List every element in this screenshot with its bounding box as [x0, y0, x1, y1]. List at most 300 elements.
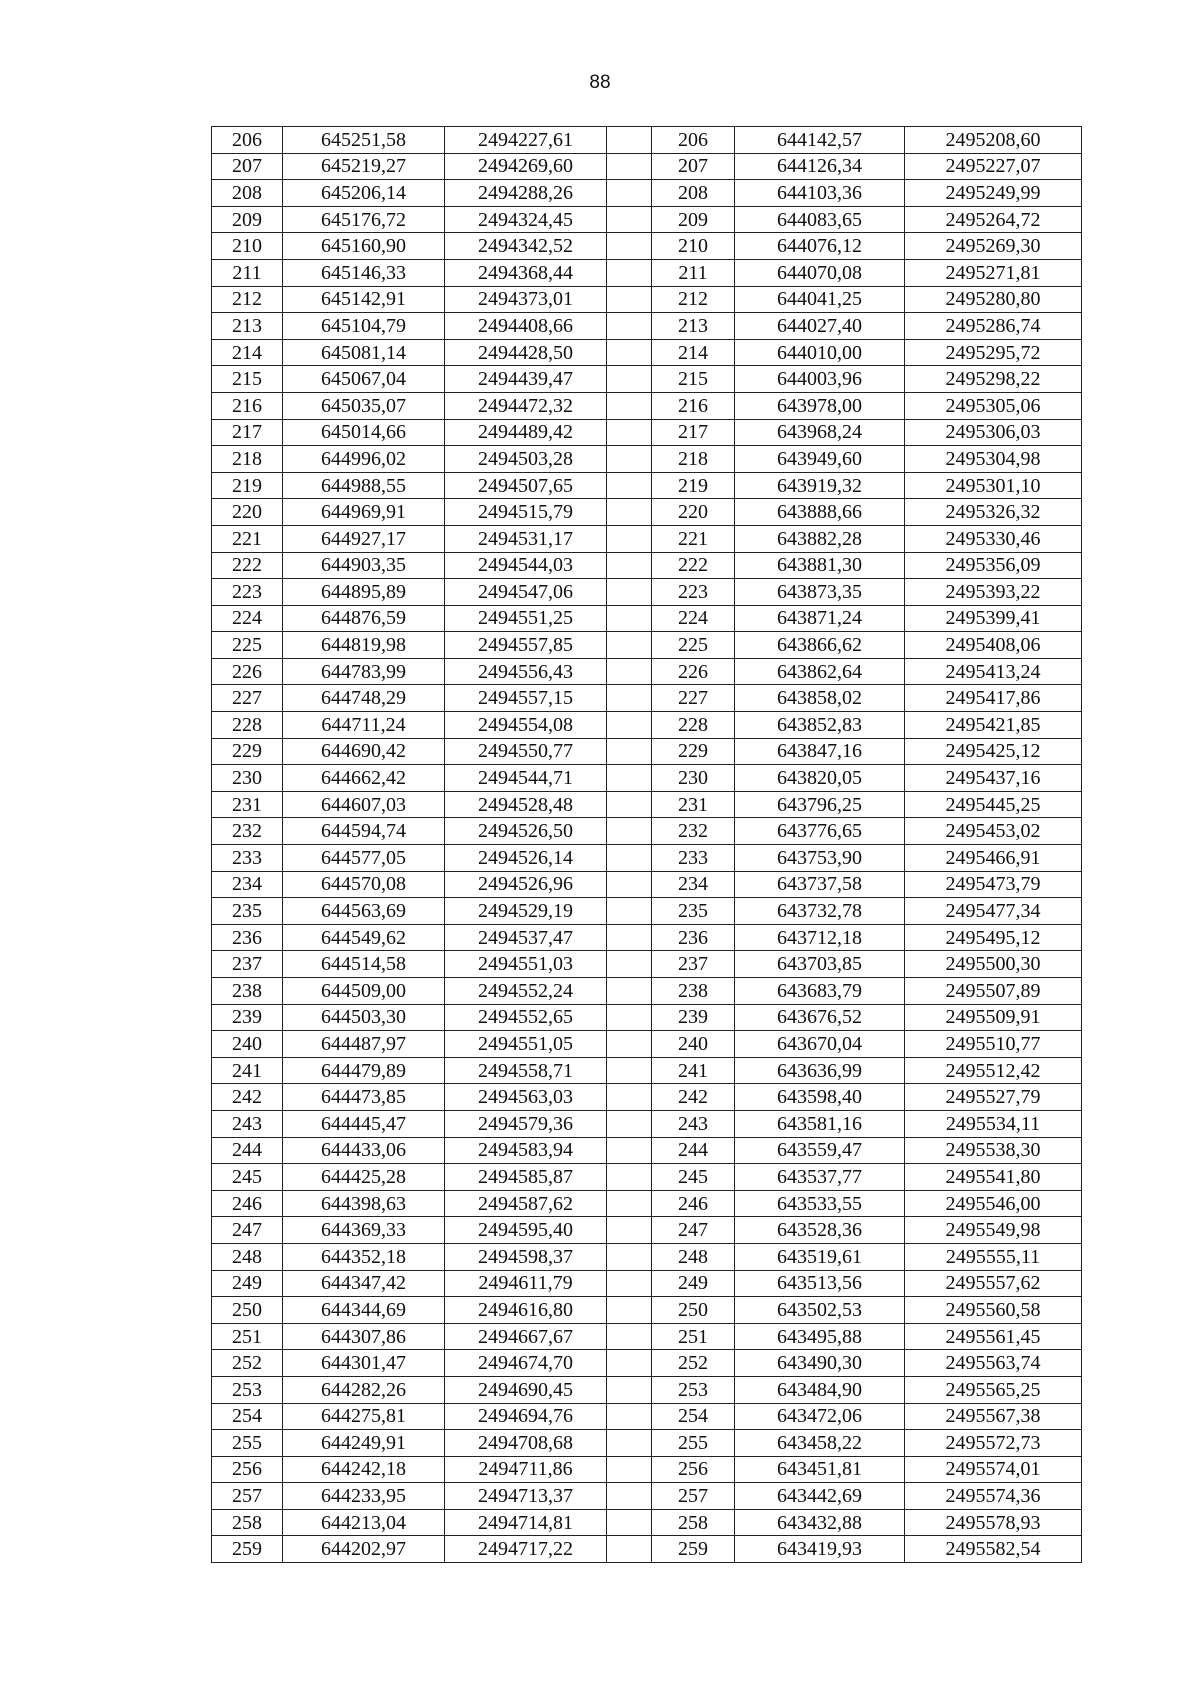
y-coordinate: 2494342,52	[445, 233, 607, 260]
spacer-cell	[607, 605, 652, 632]
y-coordinate: 2494489,42	[445, 419, 607, 446]
x-coordinate: 643513,56	[735, 1270, 905, 1297]
point-number: 216	[212, 392, 283, 419]
point-number: 235	[652, 898, 735, 925]
spacer-cell	[607, 499, 652, 526]
y-coordinate: 2494563,03	[445, 1084, 607, 1111]
x-coordinate: 644594,74	[283, 818, 445, 845]
spacer-cell	[607, 1483, 652, 1510]
y-coordinate: 2494528,48	[445, 791, 607, 818]
table-row	[212, 472, 1082, 499]
point-number: 206	[652, 127, 735, 154]
y-coordinate: 2495453,02	[905, 818, 1082, 845]
point-number: 227	[652, 685, 735, 712]
point-number: 222	[652, 552, 735, 579]
spacer-cell	[607, 1243, 652, 1270]
table-row	[212, 446, 1082, 473]
table-row	[212, 791, 1082, 818]
y-coordinate: 2494674,70	[445, 1350, 607, 1377]
point-number: 211	[212, 259, 283, 286]
spacer-cell	[607, 685, 652, 712]
x-coordinate: 644398,63	[283, 1190, 445, 1217]
x-coordinate: 643732,78	[735, 898, 905, 925]
spacer-cell	[607, 1057, 652, 1084]
y-coordinate: 2495567,38	[905, 1403, 1082, 1430]
y-coordinate: 2494587,62	[445, 1190, 607, 1217]
x-coordinate: 643528,36	[735, 1217, 905, 1244]
table-row	[212, 1217, 1082, 1244]
x-coordinate: 643776,65	[735, 818, 905, 845]
y-coordinate: 2495555,11	[905, 1243, 1082, 1270]
table-row	[212, 1403, 1082, 1430]
table-row	[212, 845, 1082, 872]
spacer-cell	[607, 446, 652, 473]
table-row	[212, 632, 1082, 659]
spacer-cell	[607, 339, 652, 366]
point-number: 237	[212, 951, 283, 978]
table-row	[212, 127, 1082, 154]
x-coordinate: 644662,42	[283, 765, 445, 792]
spacer-cell	[607, 1536, 652, 1563]
table-row	[212, 1190, 1082, 1217]
table-row	[212, 1110, 1082, 1137]
y-coordinate: 2494551,25	[445, 605, 607, 632]
table-row	[212, 180, 1082, 207]
table-row	[212, 1031, 1082, 1058]
x-coordinate: 644988,55	[283, 472, 445, 499]
x-coordinate: 643978,00	[735, 392, 905, 419]
x-coordinate: 643559,47	[735, 1137, 905, 1164]
y-coordinate: 2495495,12	[905, 924, 1082, 951]
x-coordinate: 645035,07	[283, 392, 445, 419]
table-row	[212, 1350, 1082, 1377]
y-coordinate: 2495541,80	[905, 1164, 1082, 1191]
x-coordinate: 644690,42	[283, 738, 445, 765]
point-number: 230	[652, 765, 735, 792]
table-row	[212, 579, 1082, 606]
table-row	[212, 1164, 1082, 1191]
spacer-cell	[607, 153, 652, 180]
spacer-cell	[607, 579, 652, 606]
x-coordinate: 644903,35	[283, 552, 445, 579]
y-coordinate: 2495330,46	[905, 525, 1082, 552]
point-number: 229	[652, 738, 735, 765]
point-number: 226	[212, 658, 283, 685]
x-coordinate: 643598,40	[735, 1084, 905, 1111]
spacer-cell	[607, 525, 652, 552]
x-coordinate: 643796,25	[735, 791, 905, 818]
x-coordinate: 643676,52	[735, 1004, 905, 1031]
x-coordinate: 643502,53	[735, 1297, 905, 1324]
spacer-cell	[607, 1084, 652, 1111]
table-row	[212, 1536, 1082, 1563]
x-coordinate: 643888,66	[735, 499, 905, 526]
y-coordinate: 2494554,08	[445, 712, 607, 739]
point-number: 216	[652, 392, 735, 419]
x-coordinate: 645251,58	[283, 127, 445, 154]
table-row	[212, 1270, 1082, 1297]
table-row	[212, 1430, 1082, 1457]
x-coordinate: 643949,60	[735, 446, 905, 473]
x-coordinate: 644487,97	[283, 1031, 445, 1058]
y-coordinate: 2495269,30	[905, 233, 1082, 260]
spacer-cell	[607, 127, 652, 154]
point-number: 224	[652, 605, 735, 632]
point-number: 228	[652, 712, 735, 739]
y-coordinate: 2494288,26	[445, 180, 607, 207]
point-number: 253	[652, 1376, 735, 1403]
y-coordinate: 2495421,85	[905, 712, 1082, 739]
y-coordinate: 2495534,11	[905, 1110, 1082, 1137]
point-number: 215	[212, 366, 283, 393]
point-number: 259	[212, 1536, 283, 1563]
spacer-cell	[607, 1430, 652, 1457]
y-coordinate: 2495500,30	[905, 951, 1082, 978]
spacer-cell	[607, 818, 652, 845]
x-coordinate: 643703,85	[735, 951, 905, 978]
point-number: 244	[652, 1137, 735, 1164]
point-number: 255	[212, 1430, 283, 1457]
point-number: 248	[652, 1243, 735, 1270]
y-coordinate: 2494529,19	[445, 898, 607, 925]
table-row	[212, 738, 1082, 765]
y-coordinate: 2495305,06	[905, 392, 1082, 419]
table-row	[212, 1004, 1082, 1031]
y-coordinate: 2494408,66	[445, 313, 607, 340]
y-coordinate: 2495582,54	[905, 1536, 1082, 1563]
x-coordinate: 644445,47	[283, 1110, 445, 1137]
y-coordinate: 2494708,68	[445, 1430, 607, 1457]
y-coordinate: 2495393,22	[905, 579, 1082, 606]
y-coordinate: 2494557,85	[445, 632, 607, 659]
spacer-cell	[607, 1297, 652, 1324]
y-coordinate: 2495560,58	[905, 1297, 1082, 1324]
y-coordinate: 2495510,77	[905, 1031, 1082, 1058]
x-coordinate: 644473,85	[283, 1084, 445, 1111]
spacer-cell	[607, 1350, 652, 1377]
x-coordinate: 644748,29	[283, 685, 445, 712]
point-number: 219	[652, 472, 735, 499]
y-coordinate: 2494544,03	[445, 552, 607, 579]
x-coordinate: 643495,88	[735, 1323, 905, 1350]
x-coordinate: 644070,08	[735, 259, 905, 286]
x-coordinate: 644301,47	[283, 1350, 445, 1377]
point-number: 220	[652, 499, 735, 526]
point-number: 208	[212, 180, 283, 207]
point-number: 250	[652, 1297, 735, 1324]
table-row	[212, 153, 1082, 180]
table-row	[212, 818, 1082, 845]
x-coordinate: 643670,04	[735, 1031, 905, 1058]
x-coordinate: 644433,06	[283, 1137, 445, 1164]
y-coordinate: 2494324,45	[445, 206, 607, 233]
x-coordinate: 644076,12	[735, 233, 905, 260]
spacer-cell	[607, 1137, 652, 1164]
point-number: 259	[652, 1536, 735, 1563]
x-coordinate: 643451,81	[735, 1456, 905, 1483]
page-number: 88	[589, 72, 611, 93]
y-coordinate: 2495572,73	[905, 1430, 1082, 1457]
point-number: 218	[652, 446, 735, 473]
table-row	[212, 1057, 1082, 1084]
point-number: 212	[652, 286, 735, 313]
table-row	[212, 924, 1082, 951]
spacer-cell	[607, 924, 652, 951]
spacer-cell	[607, 233, 652, 260]
y-coordinate: 2494269,60	[445, 153, 607, 180]
x-coordinate: 644509,00	[283, 978, 445, 1005]
x-coordinate: 644514,58	[283, 951, 445, 978]
table-row	[212, 765, 1082, 792]
x-coordinate: 643871,24	[735, 605, 905, 632]
x-coordinate: 643847,16	[735, 738, 905, 765]
x-coordinate: 645014,66	[283, 419, 445, 446]
y-coordinate: 2495306,03	[905, 419, 1082, 446]
table-row	[212, 712, 1082, 739]
x-coordinate: 644307,86	[283, 1323, 445, 1350]
point-number: 236	[212, 924, 283, 951]
point-number: 252	[652, 1350, 735, 1377]
y-coordinate: 2494711,86	[445, 1456, 607, 1483]
point-number: 223	[652, 579, 735, 606]
y-coordinate: 2495538,30	[905, 1137, 1082, 1164]
table-row	[212, 259, 1082, 286]
y-coordinate: 2495298,22	[905, 366, 1082, 393]
y-coordinate: 2494551,03	[445, 951, 607, 978]
coordinates-table-body	[212, 127, 1082, 1563]
x-coordinate: 643858,02	[735, 685, 905, 712]
spacer-cell	[607, 1004, 652, 1031]
x-coordinate: 644711,24	[283, 712, 445, 739]
point-number: 254	[652, 1403, 735, 1430]
spacer-cell	[607, 978, 652, 1005]
point-number: 211	[652, 259, 735, 286]
point-number: 250	[212, 1297, 283, 1324]
table-row	[212, 1376, 1082, 1403]
point-number: 237	[652, 951, 735, 978]
x-coordinate: 644347,42	[283, 1270, 445, 1297]
x-coordinate: 645206,14	[283, 180, 445, 207]
point-number: 248	[212, 1243, 283, 1270]
point-number: 228	[212, 712, 283, 739]
y-coordinate: 2494579,36	[445, 1110, 607, 1137]
x-coordinate: 644876,59	[283, 605, 445, 632]
x-coordinate: 644083,65	[735, 206, 905, 233]
y-coordinate: 2494557,15	[445, 685, 607, 712]
y-coordinate: 2494714,81	[445, 1509, 607, 1536]
table-row	[212, 605, 1082, 632]
table-row	[212, 1483, 1082, 1510]
x-coordinate: 644969,91	[283, 499, 445, 526]
y-coordinate: 2494611,79	[445, 1270, 607, 1297]
spacer-cell	[607, 738, 652, 765]
x-coordinate: 643519,61	[735, 1243, 905, 1270]
spacer-cell	[607, 845, 652, 872]
x-coordinate: 644275,81	[283, 1403, 445, 1430]
spacer-cell	[607, 1110, 652, 1137]
x-coordinate: 644103,36	[735, 180, 905, 207]
point-number: 209	[212, 206, 283, 233]
y-coordinate: 2494526,50	[445, 818, 607, 845]
y-coordinate: 2495249,99	[905, 180, 1082, 207]
point-number: 258	[212, 1509, 283, 1536]
point-number: 241	[212, 1057, 283, 1084]
spacer-cell	[607, 259, 652, 286]
y-coordinate: 2495561,45	[905, 1323, 1082, 1350]
x-coordinate: 644577,05	[283, 845, 445, 872]
y-coordinate: 2494526,14	[445, 845, 607, 872]
y-coordinate: 2495425,12	[905, 738, 1082, 765]
x-coordinate: 644003,96	[735, 366, 905, 393]
point-number: 241	[652, 1057, 735, 1084]
y-coordinate: 2494368,44	[445, 259, 607, 286]
point-number: 236	[652, 924, 735, 951]
spacer-cell	[607, 1376, 652, 1403]
table-row	[212, 233, 1082, 260]
spacer-cell	[607, 632, 652, 659]
spacer-cell	[607, 180, 652, 207]
y-coordinate: 2494503,28	[445, 446, 607, 473]
x-coordinate: 644213,04	[283, 1509, 445, 1536]
y-coordinate: 2495295,72	[905, 339, 1082, 366]
table-row	[212, 685, 1082, 712]
x-coordinate: 645160,90	[283, 233, 445, 260]
y-coordinate: 2494690,45	[445, 1376, 607, 1403]
y-coordinate: 2494552,24	[445, 978, 607, 1005]
x-coordinate: 644202,97	[283, 1536, 445, 1563]
spacer-cell	[607, 472, 652, 499]
point-number: 246	[212, 1190, 283, 1217]
x-coordinate: 644607,03	[283, 791, 445, 818]
x-coordinate: 644503,30	[283, 1004, 445, 1031]
x-coordinate: 643852,83	[735, 712, 905, 739]
spacer-cell	[607, 1456, 652, 1483]
point-number: 230	[212, 765, 283, 792]
y-coordinate: 2495413,24	[905, 658, 1082, 685]
x-coordinate: 644027,40	[735, 313, 905, 340]
spacer-cell	[607, 1217, 652, 1244]
y-coordinate: 2494585,87	[445, 1164, 607, 1191]
y-coordinate: 2495527,79	[905, 1084, 1082, 1111]
y-coordinate: 2495227,07	[905, 153, 1082, 180]
y-coordinate: 2495477,34	[905, 898, 1082, 925]
y-coordinate: 2495208,60	[905, 127, 1082, 154]
y-coordinate: 2494717,22	[445, 1536, 607, 1563]
y-coordinate: 2495264,72	[905, 206, 1082, 233]
point-number: 238	[652, 978, 735, 1005]
point-number: 223	[212, 579, 283, 606]
point-number: 222	[212, 552, 283, 579]
point-number: 210	[652, 233, 735, 260]
table-row	[212, 499, 1082, 526]
y-coordinate: 2495301,10	[905, 472, 1082, 499]
y-coordinate: 2494544,71	[445, 765, 607, 792]
spacer-cell	[607, 871, 652, 898]
spacer-cell	[607, 1509, 652, 1536]
point-number: 220	[212, 499, 283, 526]
y-coordinate: 2494472,32	[445, 392, 607, 419]
spacer-cell	[607, 313, 652, 340]
spacer-cell	[607, 392, 652, 419]
table-row	[212, 1509, 1082, 1536]
x-coordinate: 644479,89	[283, 1057, 445, 1084]
x-coordinate: 645219,27	[283, 153, 445, 180]
y-coordinate: 2495286,74	[905, 313, 1082, 340]
point-number: 247	[212, 1217, 283, 1244]
y-coordinate: 2495271,81	[905, 259, 1082, 286]
x-coordinate: 643442,69	[735, 1483, 905, 1510]
y-coordinate: 2494713,37	[445, 1483, 607, 1510]
y-coordinate: 2495280,80	[905, 286, 1082, 313]
x-coordinate: 644819,98	[283, 632, 445, 659]
table-row	[212, 871, 1082, 898]
point-number: 242	[652, 1084, 735, 1111]
point-number: 213	[212, 313, 283, 340]
spacer-cell	[607, 1190, 652, 1217]
point-number: 253	[212, 1376, 283, 1403]
x-coordinate: 643881,30	[735, 552, 905, 579]
table-row	[212, 658, 1082, 685]
x-coordinate: 643866,62	[735, 632, 905, 659]
y-coordinate: 2495557,62	[905, 1270, 1082, 1297]
point-number: 213	[652, 313, 735, 340]
point-number: 234	[212, 871, 283, 898]
x-coordinate: 645176,72	[283, 206, 445, 233]
y-coordinate: 2495574,36	[905, 1483, 1082, 1510]
point-number: 209	[652, 206, 735, 233]
spacer-cell	[607, 1031, 652, 1058]
point-number: 207	[652, 153, 735, 180]
spacer-cell	[607, 1270, 652, 1297]
point-number: 245	[212, 1164, 283, 1191]
table-row	[212, 552, 1082, 579]
spacer-cell	[607, 206, 652, 233]
point-number: 207	[212, 153, 283, 180]
x-coordinate: 644895,89	[283, 579, 445, 606]
x-coordinate: 644249,91	[283, 1430, 445, 1457]
point-number: 246	[652, 1190, 735, 1217]
spacer-cell	[607, 791, 652, 818]
x-coordinate: 643919,32	[735, 472, 905, 499]
point-number: 224	[212, 605, 283, 632]
point-number: 235	[212, 898, 283, 925]
y-coordinate: 2494583,94	[445, 1137, 607, 1164]
x-coordinate: 643753,90	[735, 845, 905, 872]
y-coordinate: 2495408,06	[905, 632, 1082, 659]
y-coordinate: 2494515,79	[445, 499, 607, 526]
point-number: 242	[212, 1084, 283, 1111]
x-coordinate: 644570,08	[283, 871, 445, 898]
x-coordinate: 643968,24	[735, 419, 905, 446]
spacer-cell	[607, 951, 652, 978]
y-coordinate: 2494537,47	[445, 924, 607, 951]
point-number: 247	[652, 1217, 735, 1244]
x-coordinate: 643490,30	[735, 1350, 905, 1377]
x-coordinate: 644927,17	[283, 525, 445, 552]
x-coordinate: 645104,79	[283, 313, 445, 340]
table-row	[212, 286, 1082, 313]
y-coordinate: 2494439,47	[445, 366, 607, 393]
y-coordinate: 2495437,16	[905, 765, 1082, 792]
spacer-cell	[607, 898, 652, 925]
spacer-cell	[607, 419, 652, 446]
x-coordinate: 644344,69	[283, 1297, 445, 1324]
spacer-cell	[607, 1164, 652, 1191]
point-number: 217	[652, 419, 735, 446]
table-row	[212, 206, 1082, 233]
point-number: 221	[212, 525, 283, 552]
x-coordinate: 643537,77	[735, 1164, 905, 1191]
